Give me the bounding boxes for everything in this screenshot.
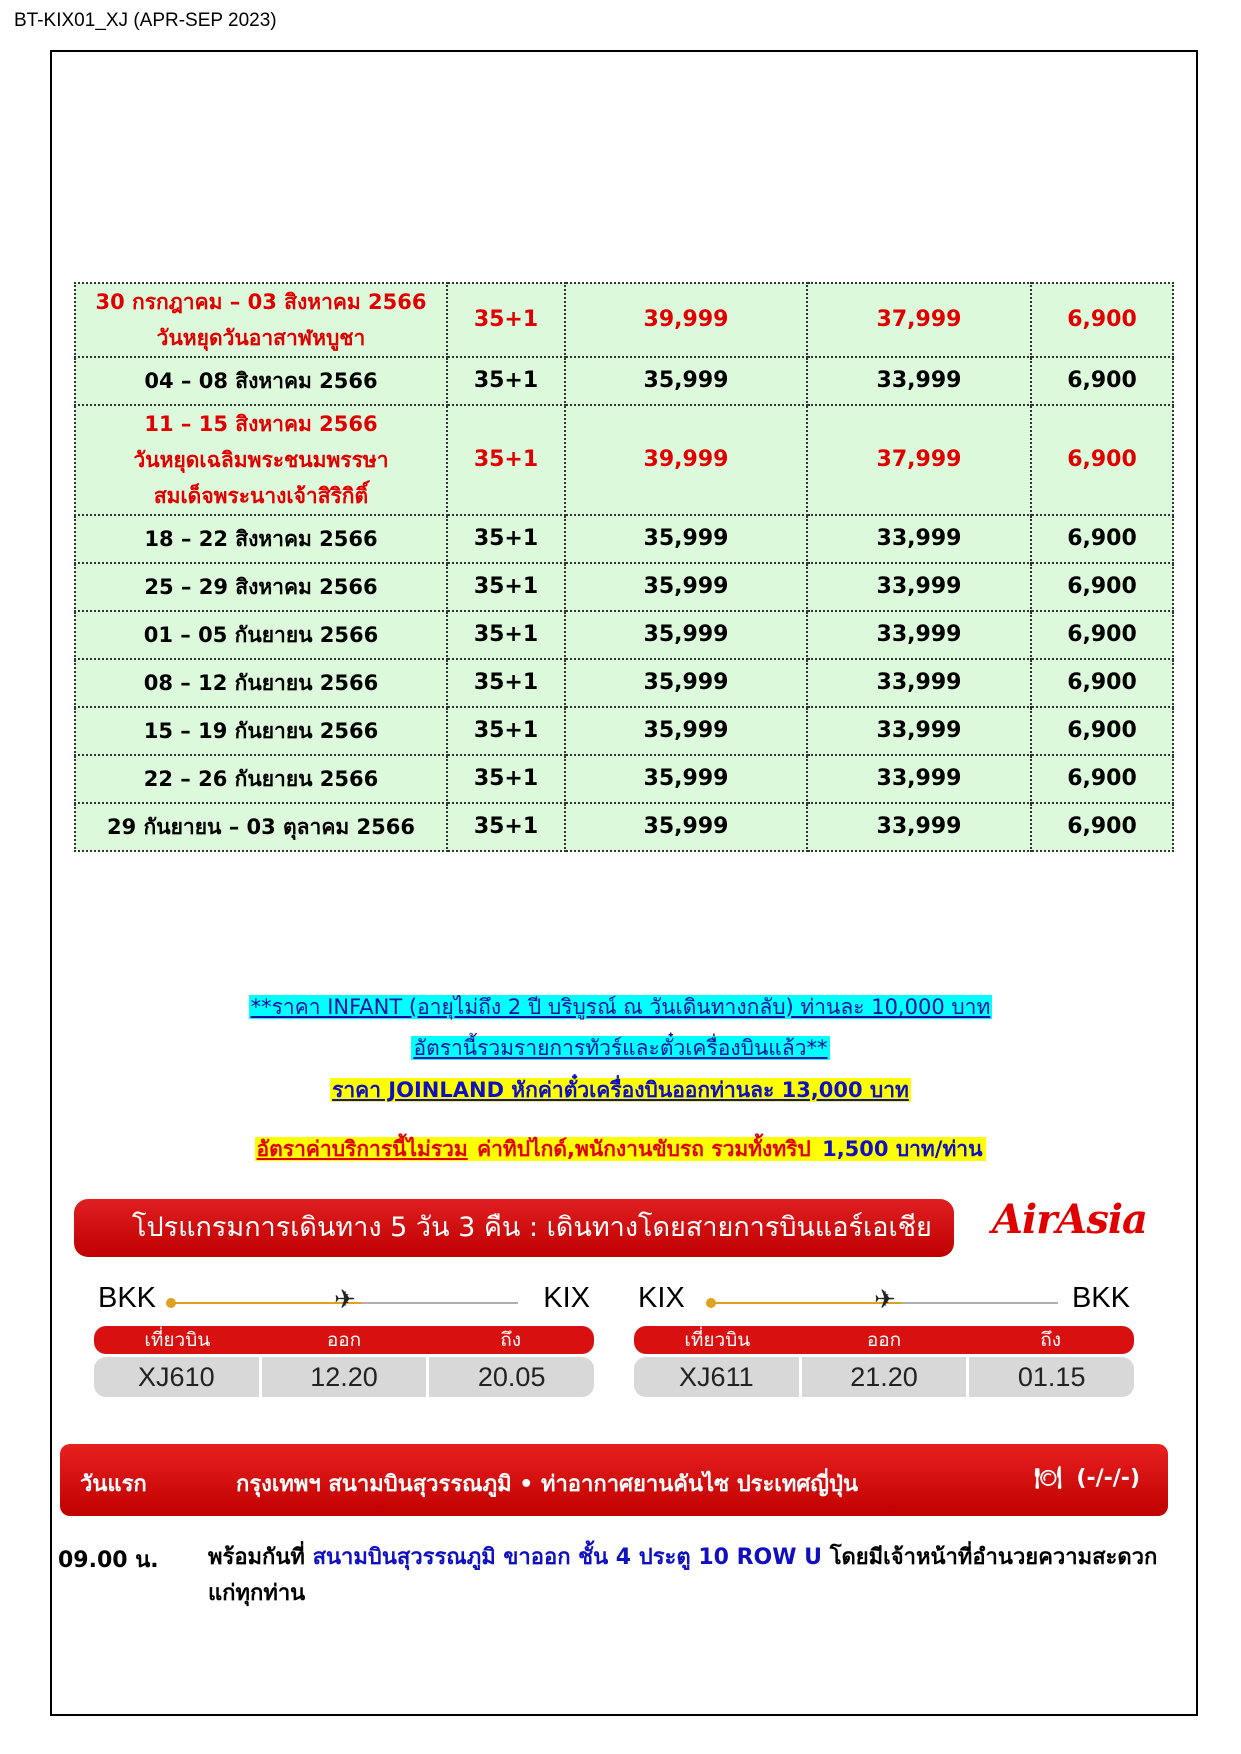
single-supplement: 6,900: [1031, 803, 1173, 851]
date-range: 11 – 15 สิงหาคม 2566: [144, 412, 378, 436]
airasia-logo: AirAsia: [992, 1196, 1147, 1243]
single-supplement: 6,900: [1031, 283, 1173, 357]
single-supplement: 6,900: [1031, 563, 1173, 611]
airplane-icon: ✈: [874, 1284, 896, 1314]
date-range: 08 – 12 กันยายน 2566: [143, 671, 379, 695]
single-supplement: 6,900: [1031, 357, 1173, 405]
child-price: 33,999: [807, 755, 1031, 803]
depart-time: 21.20: [799, 1357, 967, 1397]
arrive-time: 01.15: [966, 1357, 1134, 1397]
price-row: [75, 563, 1173, 611]
meals-info: (-/-/-): [1076, 1466, 1140, 1491]
itinerary-meeting-point: สนามบินสุวรรณภูมิ ขาออก ชั้น 4 ประตู 10 ROW U: [312, 1545, 823, 1570]
seats: 35+1: [447, 611, 565, 659]
infant-included-text: อัตรานี้รวมรายการทัวร์และตั๋วเครื่องบินแล้ว**: [413, 1036, 828, 1060]
day-label: วันแรก: [80, 1472, 147, 1497]
child-price: 33,999: [807, 357, 1031, 405]
departure-dates: [75, 563, 447, 611]
departure-dates: [75, 611, 447, 659]
header-arrive: ถึง: [500, 1329, 522, 1351]
origin-code: KIX: [638, 1282, 685, 1314]
departure-dates: [75, 755, 447, 803]
single-supplement: 6,900: [1031, 405, 1173, 515]
single-supplement: 6,900: [1031, 707, 1173, 755]
return-route: [634, 1278, 1134, 1322]
date-range: 01 – 05 กันยายน 2566: [143, 623, 379, 647]
seats: 35+1: [447, 707, 565, 755]
arrive-time: 20.05: [426, 1357, 594, 1397]
price-table: [74, 282, 1174, 852]
price-table-body: [75, 283, 1173, 851]
child-price: 37,999: [807, 283, 1031, 357]
header-depart: ออก: [866, 1329, 902, 1351]
child-price: 33,999: [807, 563, 1031, 611]
departure-dates: [75, 357, 447, 405]
price-row: [75, 755, 1173, 803]
adult-price: 39,999: [565, 405, 807, 515]
flight-number: XJ610: [138, 1362, 215, 1392]
header-flight-no: เที่ยวบิน: [684, 1329, 751, 1351]
price-row: [75, 803, 1173, 851]
child-price: 33,999: [807, 659, 1031, 707]
adult-price: 35,999: [565, 707, 807, 755]
price-row: [75, 357, 1173, 405]
child-price: 33,999: [807, 707, 1031, 755]
departure-dates: [75, 405, 447, 515]
infant-note-line1: [0, 992, 1241, 1022]
return-flight: [634, 1278, 1134, 1397]
date-range: 04 – 08 สิงหาคม 2566: [144, 369, 378, 393]
header-flight-no: เที่ยวบิน: [144, 1329, 211, 1351]
flight-number: XJ611: [679, 1362, 754, 1392]
outbound-flight: [94, 1278, 594, 1397]
seats: 35+1: [447, 563, 565, 611]
adult-price: 35,999: [565, 611, 807, 659]
single-supplement: 6,900: [1031, 755, 1173, 803]
origin-code: BKK: [98, 1282, 157, 1314]
destination-code: BKK: [1071, 1282, 1130, 1314]
flight-values: [634, 1357, 1134, 1397]
destination-code: KIX: [543, 1282, 590, 1314]
single-supplement: 6,900: [1031, 515, 1173, 563]
date-range: 29 กันยายน – 03 ตุลาคม 2566: [107, 815, 415, 839]
seats: 35+1: [447, 803, 565, 851]
departure-dates: [75, 515, 447, 563]
price-row: [75, 611, 1173, 659]
child-price: 37,999: [807, 405, 1031, 515]
tip-text: [255, 1137, 987, 1161]
flight-values: [94, 1357, 594, 1397]
adult-price: 35,999: [565, 563, 807, 611]
itinerary-time: 09.00 น.: [58, 1548, 159, 1573]
adult-price: 35,999: [565, 515, 807, 563]
adult-price: 35,999: [565, 659, 807, 707]
infant-price-text: **ราคา INFANT (อายุไม่ถึง 2 ปี บริบูรณ์ ณ วันเดินทางกลับ) ท่านละ 10,000 บาท: [250, 995, 991, 1019]
tip-excluded-text: อัตราค่าบริการนี้ไม่รวม: [256, 1137, 468, 1161]
seats: 35+1: [447, 283, 565, 357]
price-row: [75, 659, 1173, 707]
tip-note: [0, 1134, 1241, 1164]
price-row: [75, 283, 1173, 357]
itinerary-text-a: พร้อมกันที่: [208, 1545, 313, 1570]
departure-dates: [75, 803, 447, 851]
itinerary-text: [208, 1540, 1168, 1612]
adult-price: 35,999: [565, 755, 807, 803]
price-row: [75, 405, 1173, 515]
holiday-name: วันหยุดเฉลิมพระชนมพรรษา: [133, 448, 389, 472]
document-code: BT-KIX01_XJ (APR-SEP 2023): [14, 10, 277, 31]
infant-note-line2: [0, 1033, 1241, 1063]
seats: 35+1: [447, 515, 565, 563]
child-price: 33,999: [807, 611, 1031, 659]
departure-dates: [75, 707, 447, 755]
adult-price: 35,999: [565, 803, 807, 851]
seats: 35+1: [447, 357, 565, 405]
flight-header: [634, 1326, 1134, 1354]
adult-price: 35,999: [565, 357, 807, 405]
seats: 35+1: [447, 659, 565, 707]
outbound-route: [94, 1278, 594, 1322]
holiday-name: สมเด็จพระนางเจ้าสิริกิติ์: [153, 484, 369, 508]
single-supplement: 6,900: [1031, 659, 1173, 707]
tip-amount-text: 1,500 บาท/ท่าน: [822, 1137, 983, 1161]
flight-header: [94, 1326, 594, 1354]
header-arrive: ถึง: [1040, 1329, 1062, 1351]
day-route: กรุงเทพฯ สนามบินสุวรรณภูมิ • ท่าอากาศยานคันไซ ประเทศญี่ปุ่น: [236, 1472, 859, 1497]
price-row: [75, 515, 1173, 563]
itinerary-text-c: โดยมีเจ้าหน้าที่อำนวยความสะดวกแก่ทุกท่าน: [208, 1545, 1158, 1606]
date-range: 15 – 19 กันยายน 2566: [143, 719, 379, 743]
date-range: 22 – 26 กันยายน 2566: [143, 767, 379, 791]
adult-price: 39,999: [565, 283, 807, 357]
date-range: 30 กรกฎาคม – 03 สิงหาคม 2566: [95, 290, 427, 314]
seats: 35+1: [447, 755, 565, 803]
date-range: 25 – 29 สิงหาคม 2566: [144, 575, 378, 599]
single-supplement: 6,900: [1031, 611, 1173, 659]
price-row: [75, 707, 1173, 755]
departure-dates: [75, 659, 447, 707]
day1-header-bar: [60, 1444, 1168, 1516]
seats: 35+1: [447, 405, 565, 515]
date-range: 18 – 22 สิงหาคม 2566: [144, 527, 378, 551]
departure-dates: [75, 283, 447, 357]
joinland-note: [0, 1075, 1241, 1105]
header-depart: ออก: [326, 1329, 362, 1351]
tip-detail-text: ค่าทิปไกด์,พนักงานขับรถ รวมทั้งทริป: [469, 1137, 819, 1161]
program-banner: โปรแกรมการเดินทาง 5 วัน 3 คืน : เดินทางโดยสายการบินแอร์เอเชีย: [74, 1199, 954, 1257]
depart-time: 12.20: [259, 1357, 427, 1397]
child-price: 33,999: [807, 515, 1031, 563]
joinland-text: ราคา JOINLAND หักค่าตั๋วเครื่องบินออกท่านละ 13,000 บาท: [332, 1078, 909, 1102]
dining-icon: 🍽: [1034, 1466, 1062, 1491]
child-price: 33,999: [807, 803, 1031, 851]
airplane-icon: ✈: [334, 1284, 356, 1314]
holiday-name: วันหยุดวันอาสาฬหบูชา: [156, 326, 366, 350]
